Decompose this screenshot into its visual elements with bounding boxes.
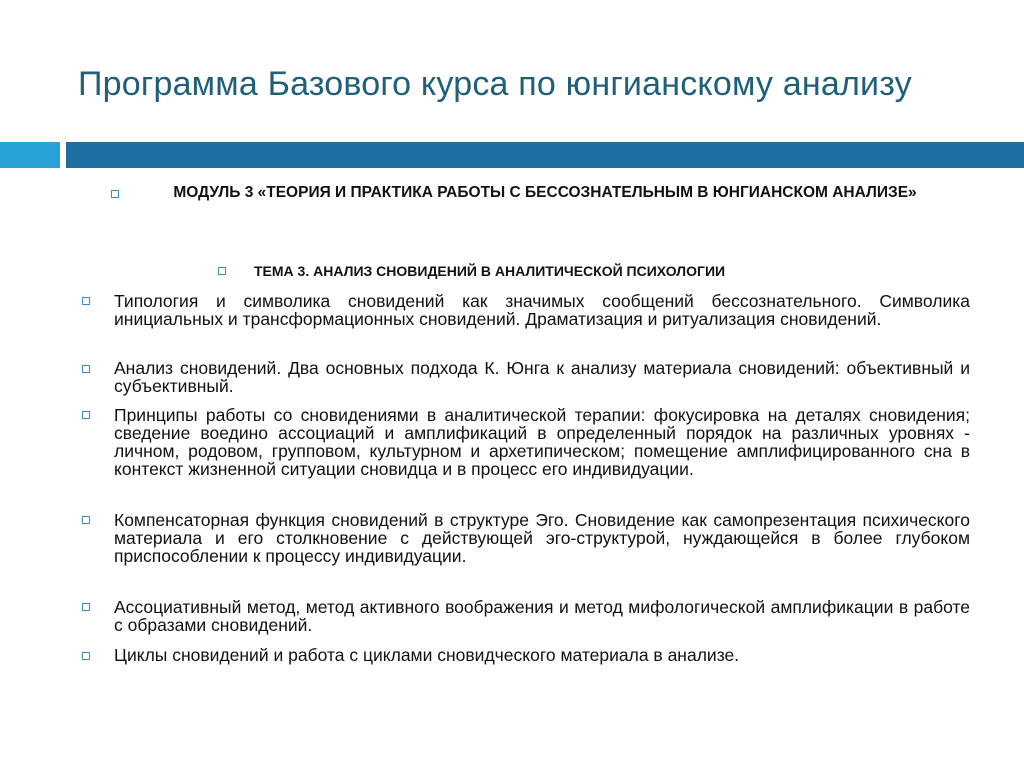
square-bullet-icon xyxy=(82,652,90,660)
list-item: Типология и символика сновидений как значимых сообщений бессознательного. Символика инициальных и трансформационных сновидений. Драматизация и ритуализация сновидений. xyxy=(114,291,970,329)
slide-title: Программа Базового курса по юнгианскому анализу xyxy=(78,65,912,103)
list-item: Компенсаторная функция сновидений в структуре Эго. Сновидение как самопрезентация психического материала и его столкновение с действующей эго-структурой, нуждающейся в более глубоком приспособлении к процессу индивидуации. xyxy=(114,510,970,566)
square-bullet-icon xyxy=(82,297,90,305)
square-bullet-icon xyxy=(82,411,90,419)
square-bullet-icon xyxy=(111,190,119,198)
square-bullet-icon xyxy=(82,516,90,524)
topic-heading: ТЕМА 3. АНАЛИЗ СНОВИДЕНИЙ В АНАЛИТИЧЕСКОЙ ПСИХОЛОГИИ xyxy=(254,263,726,279)
accent-bar-left xyxy=(0,142,60,168)
list-item: Ассоциативный метод, метод активного воображения и метод мифологической амплификации в работе с образами сновидений. xyxy=(114,597,970,635)
accent-bar-main xyxy=(66,142,1024,168)
square-bullet-icon xyxy=(82,365,90,373)
list-item: Принципы работы со сновидениями в аналитической терапии: фокусировка на деталях сновидения; сведение воедино ассоциаций и амплификаций в определенный порядок на различных уровнях - личном, родовом, групповом, культурном и архетипическом; помещение амплифицированного сна в контекст жизненной ситуации сновидца и в процесс его индивидуации. xyxy=(114,405,970,479)
list-item: Анализ сновидений. Два основных подхода К. Юнга к анализу материала сновидений: объективный и субъективный. xyxy=(114,358,970,396)
square-bullet-icon xyxy=(82,603,90,611)
list-item: Циклы сновидений и работа с циклами сновидческого материала в анализе. xyxy=(114,645,740,665)
module-heading: МОДУЛЬ 3 «ТЕОРИЯ И ПРАКТИКА РАБОТЫ С БЕССОЗНАТЕЛЬНЫМ В ЮНГИАНСКОМ АНАЛИЗЕ» xyxy=(173,184,917,201)
square-bullet-icon xyxy=(218,267,226,275)
